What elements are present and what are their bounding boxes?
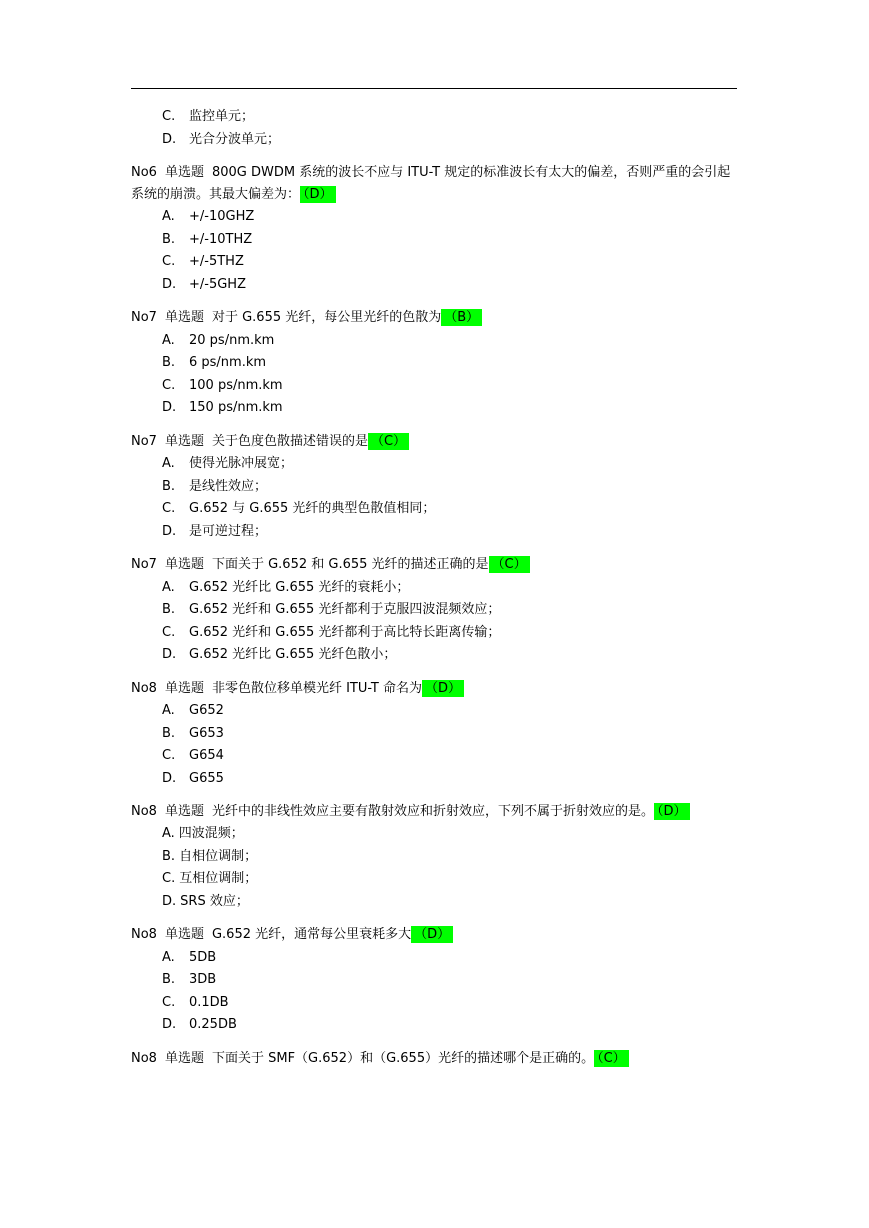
option-item: D. 150 ps/nm.km xyxy=(162,400,283,415)
answer-highlight: （C） xyxy=(489,556,530,573)
option-item: C. G654 xyxy=(162,748,224,763)
option-item: C. 监控单元； xyxy=(162,109,255,124)
question-number: No8 xyxy=(131,1050,157,1066)
answer-highlight: （D） xyxy=(654,803,690,820)
question-stem xyxy=(131,307,743,330)
question-text: G.652 光纤，通常每公里衰耗多大 xyxy=(211,927,412,942)
option-item: D. 0.25DB xyxy=(162,1017,237,1032)
question-number: No8 xyxy=(131,927,157,942)
question-stem xyxy=(131,801,743,823)
option-item: C. 互相位调制； xyxy=(162,871,258,886)
answer-highlight: （D） xyxy=(422,680,464,697)
question-type: 单选题 xyxy=(164,433,204,449)
question-number: No7 xyxy=(131,310,157,325)
option-item: D. 是可逆过程； xyxy=(162,523,268,539)
option-item: C. +/-5THZ xyxy=(162,254,244,269)
option-item: B. 是线性效应； xyxy=(162,478,268,494)
option-item: D. G.652 光纤比 G.655 光纤色散小； xyxy=(162,647,397,662)
question-text: 光纤中的非线性效应主要有散射效应和折射效应，下列不属于折射效应的是。 xyxy=(211,804,654,819)
option-item: D. +/-5GHZ xyxy=(162,276,246,292)
question-type: 单选题 xyxy=(164,557,204,572)
question-text: 非零色散位移单模光纤 ITU-T 命名为 xyxy=(211,680,422,696)
question-text: 800G DWDM 系统的波长不应与 ITU-T 规定的标准波长有太大的偏差，否则严重的会引起系统的崩溃。其最大偏差为： xyxy=(131,165,731,202)
question-type: 单选题 xyxy=(164,310,204,325)
option-item: B. +/-10THZ xyxy=(162,231,253,247)
question-type: 单选题 xyxy=(164,680,204,696)
question-number: No8 xyxy=(131,680,157,696)
option-item: B. 3DB xyxy=(162,972,217,987)
header-divider xyxy=(131,88,737,89)
answer-highlight: （B） xyxy=(441,309,482,326)
question-text: 对于 G.655 光纤，每公里光纤的色散为 xyxy=(211,310,442,325)
option-item: A. 使得光脉冲展宽； xyxy=(162,456,294,471)
option-item: B. 自相位调制； xyxy=(162,848,258,864)
option-item: A. 5DB xyxy=(162,949,217,965)
question-stem xyxy=(131,924,743,947)
option-item: A. +/-10GHZ xyxy=(162,209,255,224)
option-item: C. G.652 与 G.655 光纤的典型色散值相同； xyxy=(162,501,436,516)
option-item: C. 0.1DB xyxy=(162,994,229,1010)
option-item: D. 光合分波单元； xyxy=(162,131,281,147)
option-item: B. 6 ps/nm.km xyxy=(162,355,267,370)
option-item: B. G.652 光纤和 G.655 光纤都利于克服四波混频效应； xyxy=(162,602,501,617)
question-stem xyxy=(131,431,743,454)
option-item: A. 20 ps/nm.km xyxy=(162,332,275,348)
answer-highlight: （D） xyxy=(411,926,453,943)
question-stem xyxy=(131,554,743,577)
question-text: 下面关于 SMF（G.652）和（G.655）光纤的描述哪个是正确的。 xyxy=(211,1050,595,1066)
answer-highlight: （C） xyxy=(368,433,409,450)
question-type: 单选题 xyxy=(164,927,204,942)
question-stem xyxy=(131,1048,743,1071)
question-text: 关于色度色散描述错误的是 xyxy=(211,433,368,449)
option-item: D. G655 xyxy=(162,770,224,786)
option-item: D. SRS 效应； xyxy=(162,893,249,909)
option-item: A. G652 xyxy=(162,703,224,718)
option-item: C. G.652 光纤和 G.655 光纤都利于高比特长距离传输； xyxy=(162,624,501,640)
option-item: C. 100 ps/nm.km xyxy=(162,377,283,393)
question-type: 单选题 xyxy=(164,165,204,180)
question-type: 单选题 xyxy=(164,804,204,819)
answer-highlight: （D） xyxy=(300,186,336,203)
option-item: A. G.652 光纤比 G.655 光纤的衰耗小； xyxy=(162,579,410,595)
question-type: 单选题 xyxy=(164,1050,204,1066)
question-stem xyxy=(131,678,743,701)
option-item: A. 四波混频； xyxy=(162,826,244,841)
question-number: No7 xyxy=(131,433,157,449)
question-text: 下面关于 G.652 和 G.655 光纤的描述正确的是 xyxy=(211,557,489,572)
question-stem xyxy=(131,162,743,206)
question-list xyxy=(131,106,743,1070)
question-number: No8 xyxy=(131,804,157,819)
option-item: B. G653 xyxy=(162,725,224,741)
answer-highlight: （C） xyxy=(594,1050,629,1067)
question-number: No7 xyxy=(131,557,157,572)
question-number: No6 xyxy=(131,165,157,180)
